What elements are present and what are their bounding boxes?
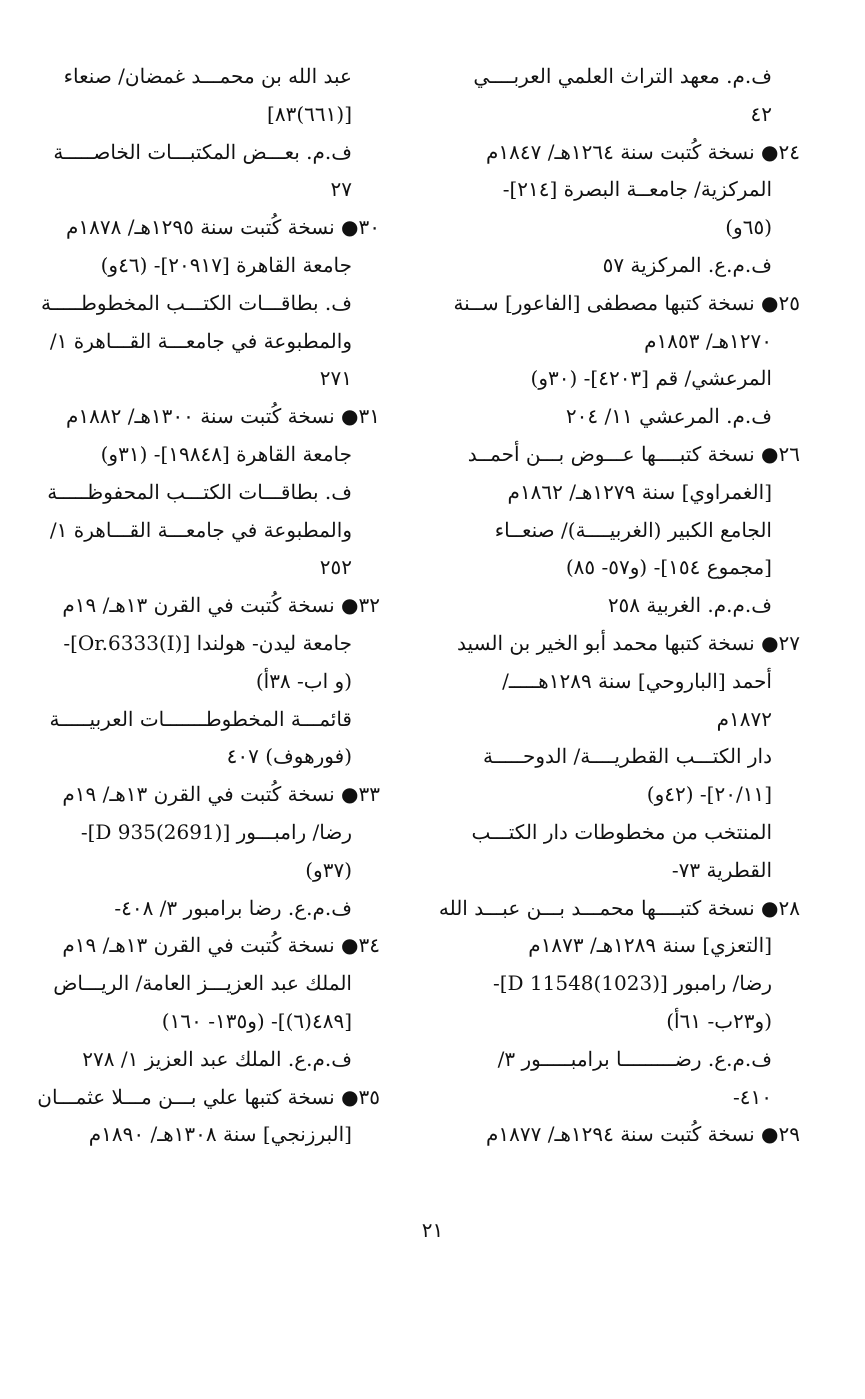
entry-detail-line: (و٢٣ب- ٦١أ) <box>666 1008 772 1033</box>
left-column <box>37 58 380 1154</box>
entry-detail-line: جامعة القاهرة [١٩٨٤٨]- (٣١و) <box>100 441 352 466</box>
entry-detail-line: [الغمراوي] سنة ١٢٧٩هـ/ ١٨٦٢م <box>507 479 772 504</box>
entry-detail-line: [٢٠/١١]- (٤٢و) <box>646 782 772 807</box>
entry-heading-line: ٢٩● نسخة كُتبت سنة ١٢٩٤هـ/ ١٨٧٧م <box>486 1122 800 1147</box>
entry-detail-line: ف.م. بعـــض المكتبـــات الخاصـــــة <box>53 139 352 164</box>
entry-detail-line: ٢٧ <box>330 177 352 202</box>
entry-detail-line: (٣٧و) <box>305 857 352 882</box>
entry-detail-line: [مجموع ١٥٤]- (و٥٧- ٨٥) <box>565 555 772 580</box>
entry-detail-line: [البرزنجي] سنة ١٣٠٨هـ/ ١٨٩٠م <box>88 1122 352 1147</box>
entry-detail-line: [(٦٦١)٨٣] <box>267 101 352 126</box>
entry-detail-line: المركزية/ جامعــة البصرة [٢١٤]- <box>502 177 772 202</box>
entry-heading-line: ٢٤● نسخة كُتبت سنة ١٢٦٤هـ/ ١٨٤٧م <box>486 139 800 164</box>
entry-detail-line: (و اب- ٣٨أ) <box>255 668 352 693</box>
entry-detail-line: الملك عبد العزيـــز العامة/ الريـــاض <box>53 971 352 996</box>
entry-detail-line: ف.م.ع. المركزية ٥٧ <box>602 252 772 277</box>
entry-detail-line: والمطبوعة في جامعـــة القـــاهرة ١/ <box>49 517 352 542</box>
entry-detail-line: ف.م. معهد التراث العلمي العربــــي <box>473 64 772 88</box>
entry-detail-line: (٦٥و) <box>725 215 772 240</box>
entry-heading-line: ٣١● نسخة كُتبت سنة ١٣٠٠هـ/ ١٨٨٢م <box>66 404 380 429</box>
entry-heading-line: ٢٥● نسخة كتبها مصطفى [الفاعور] ســنة <box>453 290 800 315</box>
entry-detail-line: المرعشي/ قم [٤٢٠٣]- (٣٠و) <box>530 366 772 391</box>
entry-detail-line: ف.م.ع. رضا برامبور ٣/ ٤٠٨- <box>114 895 352 920</box>
entry-detail-line: ف.م.ع. رضـــــــــا برامبـــــور ٣/ <box>497 1046 772 1071</box>
entry-detail-line: ف. بطاقـــات الكتـــب المخطوطـــــة <box>40 290 352 315</box>
entry-detail-line: القطرية ٧٣- <box>671 857 772 882</box>
entry-detail-line: ١٢٧٠هـ/ ١٨٥٣م <box>644 328 772 353</box>
right-column <box>440 58 800 1154</box>
entry-heading-line: ٣٢● نسخة كُتبت في القرن ١٣هـ/ ١٩م <box>62 593 380 618</box>
entry-detail-line: الجامع الكبير (الغربيــــة)/ صنعــاء <box>494 517 772 542</box>
page-number: ٢١ <box>421 1218 444 1242</box>
entry-detail-line: ف.م.م. الغربية ٢٥٨ <box>607 593 772 618</box>
entry-detail-line: والمطبوعة في جامعـــة القـــاهرة ١/ <box>49 328 352 353</box>
entry-heading-line: ٢٨● نسخة كتبــــها محمـــد بـــن عبـــد الله <box>438 895 800 920</box>
entry-detail-line: جامعة ليدن- هولندا [Or.6333(I)]- <box>63 630 352 655</box>
entry-detail-line: عبد الله بن محمـــد غمضان/ صنعاء <box>63 64 352 88</box>
entry-heading-line: ٣٤● نسخة كُتبت في القرن ١٣هـ/ ١٩م <box>62 933 380 958</box>
entry-detail-line: ٤١٠- <box>733 1084 772 1109</box>
entry-detail-line: ٢٧١ <box>319 366 352 391</box>
entry-detail-line: رضا/ رامبور [D 11548(1023)]- <box>492 971 772 996</box>
entry-detail-line: [التعزي] سنة ١٢٨٩هـ/ ١٨٧٣م <box>528 933 772 958</box>
entry-detail-line: رضا/ رامبـــور [D 935(2691)]- <box>80 819 352 844</box>
entry-detail-line: ٤٢ <box>750 101 772 126</box>
entry-detail-line: [٤٨٩(٦)]- (و١٣٥- ١٦٠) <box>161 1008 352 1033</box>
entry-detail-line: ف.م. المرعشي ١١/ ٢٠٤ <box>565 404 772 429</box>
entry-heading-line: ٣٠● نسخة كُتبت سنة ١٢٩٥هـ/ ١٨٧٨م <box>66 215 380 240</box>
entry-detail-line: ف.م.ع. الملك عبد العزيز ١/ ٢٧٨ <box>82 1046 352 1071</box>
entry-detail-line: ٢٥٢ <box>319 555 352 580</box>
entry-detail-line: ف. بطاقـــات الكتـــب المحفوظـــــة <box>47 479 352 504</box>
entry-detail-line: ١٨٧٢م <box>716 706 772 731</box>
entry-detail-line: دار الكتـــب القطريــــة/ الدوحـــــة <box>482 744 772 769</box>
entry-heading-line: ٣٣● نسخة كُتبت في القرن ١٣هـ/ ١٩م <box>62 782 380 807</box>
entry-detail-line: جامعة القاهرة [٢٠٩١٧]- (٤٦و) <box>100 252 352 277</box>
entry-heading-line: ٢٦● نسخة كتبــــها عـــوض بـــن أحمــد <box>467 441 800 466</box>
entry-detail-line: قائمـــة المخطوطـــــــات العربيـــــة <box>49 706 352 731</box>
entry-heading-line: ٢٧● نسخة كتبها محمد أبو الخير بن السيد <box>457 630 800 655</box>
entry-heading-line: ٣٥● نسخة كتبها علي بـــن مـــلا عثمـــان <box>37 1084 380 1109</box>
entry-detail-line: المنتخب من مخطوطات دار الكتـــب <box>471 819 772 844</box>
entry-detail-line: (فورهوف) ٤٠٧ <box>226 744 352 769</box>
entry-detail-line: أحمد [الباروحي] سنة ١٢٨٩هـــــ/ <box>502 668 772 693</box>
